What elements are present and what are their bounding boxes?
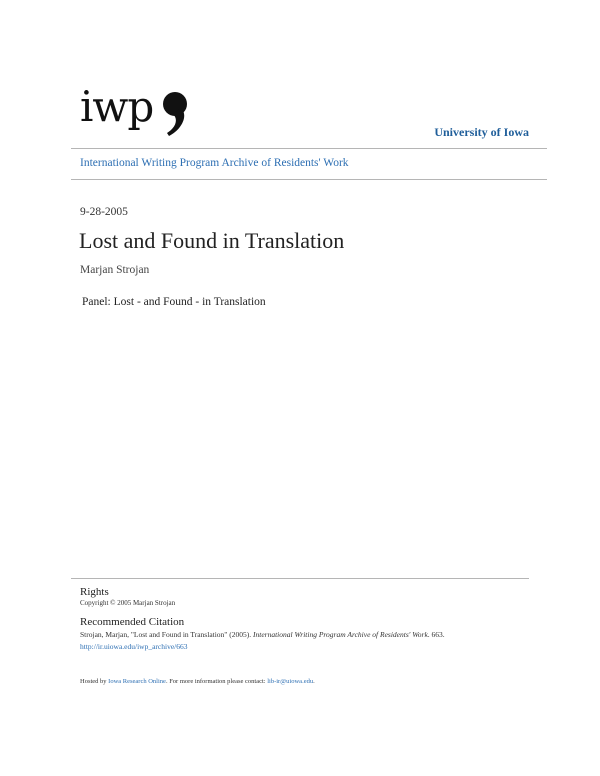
header-rule-top [71,148,547,149]
hosted-middle: . For more information please contact: [165,678,268,685]
footer-rule [71,578,529,579]
contact-email-link[interactable]: lib-ir@uiowa.edu [267,678,314,685]
citation-text [80,630,540,639]
hosted-prefix: Hosted by [80,678,109,685]
logo-text: iwp [80,82,154,131]
citation-prefix: Strojan, Marjan, "Lost and Found in Translation" (2005). [80,630,253,639]
publication-date: 9-28-2005 [80,206,128,218]
header-rule-bottom [71,179,547,180]
hosted-end: . [313,678,315,685]
iwp-logo [80,82,191,138]
comma-logo-icon [159,90,191,138]
citation-heading: Recommended Citation [80,616,185,628]
hosted-by-text [80,678,315,685]
citation-suffix: . 663. [427,630,445,639]
citation-journal: International Writing Program Archive of Residents' Work [253,630,428,639]
document-description: Panel: Lost - and Found - in Translation [82,296,266,308]
citation-url-link[interactable]: http://ir.uiowa.edu/iwp_archive/663 [80,642,188,651]
copyright-text: Copyright © 2005 Marjan Strojan [80,599,176,607]
university-link[interactable]: University of Iowa [434,125,529,139]
host-link[interactable]: Iowa Research Online [108,678,166,685]
document-title: Lost and Found in Translation [79,228,345,253]
series-link[interactable]: International Writing Program Archive of Residents' Work [80,157,349,169]
rights-heading: Rights [80,586,109,598]
author-name: Marjan Strojan [80,264,150,276]
